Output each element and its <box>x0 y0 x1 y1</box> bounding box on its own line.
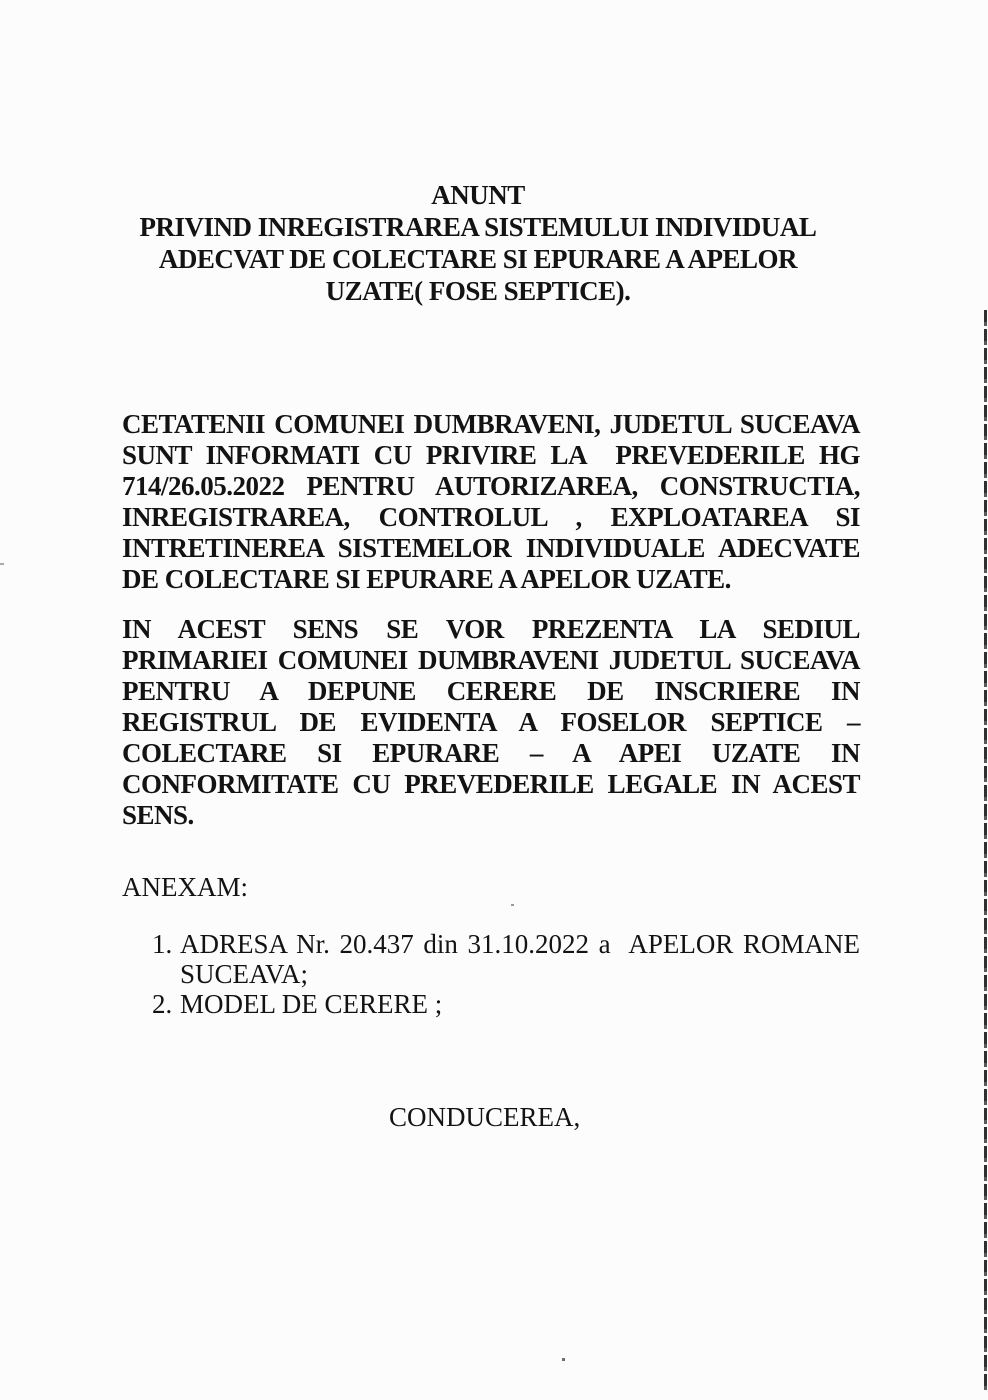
annex-heading: ANEXAM: <box>122 872 248 902</box>
paragraph-line: COLECTARE SI EPURARE – A APEI UZATE IN <box>122 738 860 768</box>
list-item-text <box>180 929 860 989</box>
list-item-text <box>180 989 860 1019</box>
paragraph-line: IN ACEST SENS SE VOR PREZENTA LA SEDIUL <box>122 614 860 644</box>
list-item-number: 2. <box>152 989 173 1019</box>
paragraph-line: PENTRU A DEPUNE CERERE DE INSCRIERE IN <box>122 676 860 706</box>
paragraph-line: CETATENII COMUNEI DUMBRAVENI, JUDETUL SUCEAVA <box>122 409 860 439</box>
list-item-line: SUCEAVA; <box>180 959 309 989</box>
paragraph-line: REGISTRUL DE EVIDENTA A FOSELOR SEPTICE – <box>122 707 860 737</box>
title-line: ADECVAT DE COLECTARE SI EPURARE A APELOR <box>158 244 798 274</box>
paragraph-line: SUNT INFORMATI CU PRIVIRE LA PREVEDERILE HG <box>122 440 860 470</box>
list-item <box>152 989 860 1019</box>
scan-artifact-speck <box>562 1358 565 1361</box>
title-line: ANUNT <box>431 180 525 210</box>
document-title <box>122 179 860 307</box>
title-line: UZATE( FOSE SEPTICE). <box>325 276 631 306</box>
list-item <box>152 929 860 989</box>
paragraph-line: CONFORMITATE CU PREVEDERILE LEGALE IN ACEST <box>122 769 860 799</box>
scan-artifact-speck <box>511 904 514 906</box>
scan-artifact-speck <box>0 563 4 565</box>
paragraph-line: PRIMARIEI COMUNEI DUMBRAVENI JUDETUL SUCEAVA <box>122 645 860 675</box>
list-item-line: MODEL DE CERERE ; <box>180 989 443 1019</box>
paragraph-line: 714/26.05.2022 PENTRU AUTORIZAREA, CONSTRUCTIA, <box>122 471 860 501</box>
annex-list <box>152 929 860 1019</box>
paragraph-line: INREGISTRAREA, CONTROLUL , EXPLOATAREA SI <box>122 502 860 532</box>
paragraph-1 <box>122 409 860 595</box>
paragraph-line: DE COLECTARE SI EPURARE A APELOR UZATE. <box>122 564 731 594</box>
list-item-line: ADRESA Nr. 20.437 din 31.10.2022 a APELOR ROMANE <box>180 929 860 959</box>
paragraph-line: INTRETINEREA SISTEMELOR INDIVIDUALE ADECVATE <box>122 533 860 563</box>
title-line: PRIVIND INREGISTRAREA SISTEMULUI INDIVIDUAL <box>139 212 817 242</box>
paragraph-2 <box>122 614 860 831</box>
list-item-number: 1. <box>152 929 173 959</box>
signature-line: CONDUCEREA, <box>389 1102 581 1132</box>
paragraph-line: SENS. <box>122 800 194 830</box>
scan-artifact-right-edge-line <box>984 310 987 1390</box>
